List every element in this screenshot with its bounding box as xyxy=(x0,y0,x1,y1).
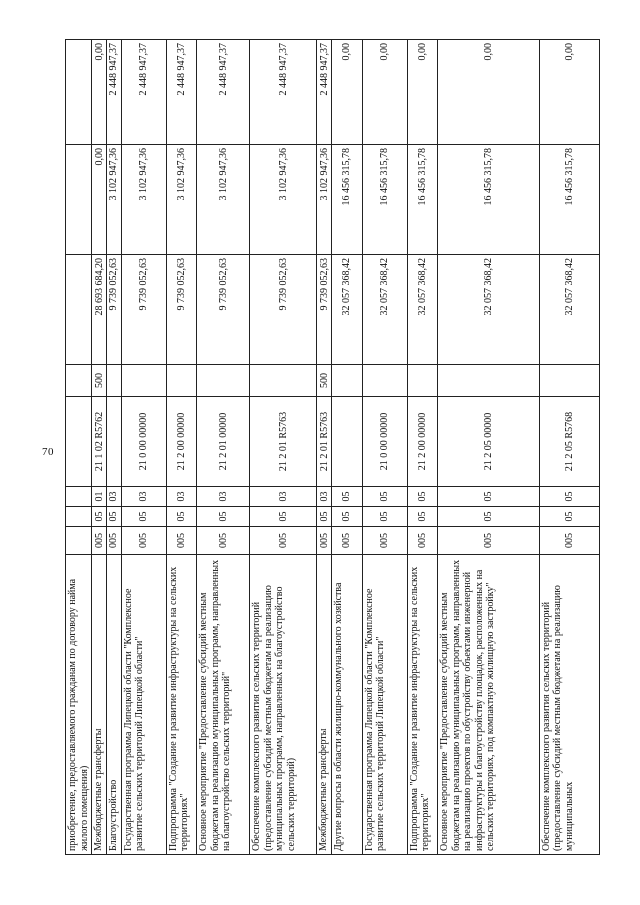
cell-pr: 05 xyxy=(332,487,363,507)
table-row xyxy=(539,40,599,855)
cell-ved: 005 xyxy=(332,527,363,555)
cell-sum-2: 0,00 xyxy=(92,145,107,255)
cell-sum-1: 32 057 368,42 xyxy=(438,255,540,365)
cell-rz: 05 xyxy=(407,507,438,527)
cell-pr: 03 xyxy=(317,487,332,507)
cell-name: Основное мероприятие "Предоставление субсидий местным бюджетам на реализацию муниципальных программ, направленных на благоустройство сельских территорий" xyxy=(197,555,250,855)
cell-sum-1 xyxy=(66,255,92,365)
cell-ved: 005 xyxy=(317,527,332,555)
cell-name: приобретение, предоставляемого гражданам по договору найма жилого помещения) xyxy=(66,555,92,855)
table-row xyxy=(166,40,197,855)
table-row xyxy=(121,40,166,855)
cell-csr: 21 2 01 R5763 xyxy=(250,397,317,487)
cell-sum-2: 16 456 315,78 xyxy=(438,145,540,255)
cell-sum-1: 32 057 368,42 xyxy=(332,255,363,365)
cell-sum-1: 9 739 052,63 xyxy=(166,255,197,365)
cell-vr xyxy=(166,365,197,397)
cell-name: Обеспечение комплексного развития сельских территорий (предоставление субсидий местным бюджетам на реализацию муниципальных программ, направленных на благоустройство сельских территорий) xyxy=(250,555,317,855)
cell-rz: 05 xyxy=(317,507,332,527)
cell-vr xyxy=(438,365,540,397)
cell-pr: 05 xyxy=(539,487,599,507)
cell-csr: 21 2 00 00000 xyxy=(407,397,438,487)
cell-sum-3 xyxy=(66,40,92,145)
cell-csr: 21 0 00 00000 xyxy=(121,397,166,487)
cell-csr: 21 2 01 R5763 xyxy=(317,397,332,487)
cell-ved: 005 xyxy=(197,527,250,555)
cell-ved: 005 xyxy=(166,527,197,555)
cell-sum-3: 2 448 947,37 xyxy=(107,40,122,145)
cell-ved: 005 xyxy=(362,527,407,555)
table-row xyxy=(197,40,250,855)
cell-sum-3: 2 448 947,37 xyxy=(197,40,250,145)
cell-sum-2: 16 456 315,78 xyxy=(362,145,407,255)
cell-pr: 03 xyxy=(197,487,250,507)
cell-name: Благоустройство xyxy=(107,555,122,855)
cell-vr xyxy=(66,365,92,397)
cell-pr: 01 xyxy=(92,487,107,507)
cell-sum-1: 32 057 368,42 xyxy=(362,255,407,365)
cell-vr xyxy=(362,365,407,397)
cell-sum-3: 2 448 947,37 xyxy=(121,40,166,145)
cell-name: Другие вопросы в области жилищно-коммунального хозяйства xyxy=(332,555,363,855)
cell-ved: 005 xyxy=(539,527,599,555)
table-row xyxy=(250,40,317,855)
cell-sum-3: 2 448 947,37 xyxy=(166,40,197,145)
cell-sum-1: 9 739 052,63 xyxy=(107,255,122,365)
cell-name: Основное мероприятие "Предоставление субсидий местным бюджетам на реализацию муниципальных программ, направленных на реализацию проектов по обустройству объектами инженерной инфраструктуры и благоустройству площадок, расположенных на сельских территориях, под компактную жилищную застройку" xyxy=(438,555,540,855)
cell-vr: 500 xyxy=(92,365,107,397)
cell-csr: 21 2 00 00000 xyxy=(166,397,197,487)
cell-sum-2: 3 102 947,36 xyxy=(197,145,250,255)
cell-pr: 03 xyxy=(107,487,122,507)
table-row xyxy=(107,40,122,855)
table-row xyxy=(317,40,332,855)
table-row xyxy=(92,40,107,855)
cell-pr: 05 xyxy=(362,487,407,507)
cell-vr: 500 xyxy=(317,365,332,397)
cell-rz: 05 xyxy=(539,507,599,527)
cell-vr xyxy=(539,365,599,397)
cell-sum-3: 2 448 947,37 xyxy=(317,40,332,145)
cell-sum-2: 3 102 947,36 xyxy=(107,145,122,255)
cell-ved: 005 xyxy=(92,527,107,555)
cell-sum-3: 0,00 xyxy=(539,40,599,145)
table-row xyxy=(362,40,407,855)
cell-ved: 005 xyxy=(121,527,166,555)
cell-sum-1: 32 057 368,42 xyxy=(539,255,599,365)
cell-sum-2: 3 102 947,36 xyxy=(121,145,166,255)
table-row xyxy=(332,40,363,855)
cell-sum-1: 9 739 052,63 xyxy=(121,255,166,365)
cell-sum-3: 0,00 xyxy=(332,40,363,145)
cell-sum-3: 2 448 947,37 xyxy=(250,40,317,145)
cell-ved xyxy=(66,527,92,555)
cell-sum-2: 16 456 315,78 xyxy=(407,145,438,255)
cell-vr xyxy=(332,365,363,397)
cell-vr xyxy=(107,365,122,397)
cell-csr: 21 2 05 R5768 xyxy=(539,397,599,487)
cell-vr xyxy=(121,365,166,397)
cell-sum-3: 0,00 xyxy=(438,40,540,145)
cell-rz xyxy=(66,507,92,527)
cell-sum-1: 32 057 368,42 xyxy=(407,255,438,365)
cell-csr: 21 0 00 00000 xyxy=(362,397,407,487)
cell-csr: 21 2 01 00000 xyxy=(197,397,250,487)
rotated-table-wrapper xyxy=(65,40,600,855)
cell-sum-1: 9 739 052,63 xyxy=(250,255,317,365)
cell-pr: 03 xyxy=(250,487,317,507)
cell-rz: 05 xyxy=(438,507,540,527)
cell-name: Межбюджетные трансферты xyxy=(317,555,332,855)
cell-rz: 05 xyxy=(121,507,166,527)
cell-pr: 03 xyxy=(166,487,197,507)
cell-rz: 05 xyxy=(332,507,363,527)
cell-sum-2: 16 456 315,78 xyxy=(332,145,363,255)
cell-vr xyxy=(407,365,438,397)
table-row xyxy=(407,40,438,855)
cell-sum-2: 3 102 947,36 xyxy=(250,145,317,255)
cell-rz: 05 xyxy=(197,507,250,527)
cell-ved: 005 xyxy=(438,527,540,555)
cell-name: Подпрограмма "Создание и развитие инфраструктуры на сельских территориях" xyxy=(166,555,197,855)
cell-sum-2 xyxy=(66,145,92,255)
cell-sum-1: 28 693 684,20 xyxy=(92,255,107,365)
cell-ved: 005 xyxy=(250,527,317,555)
table-row xyxy=(66,40,92,855)
budget-table xyxy=(65,39,600,855)
table-body xyxy=(66,40,600,855)
cell-rz: 05 xyxy=(92,507,107,527)
cell-pr: 05 xyxy=(407,487,438,507)
cell-sum-2: 16 456 315,78 xyxy=(539,145,599,255)
cell-name: Обеспечение комплексного развития сельских территорий (предоставление субсидий местным бюджетам на реализацию муниципальных xyxy=(539,555,599,855)
cell-sum-3: 0,00 xyxy=(362,40,407,145)
cell-ved: 005 xyxy=(107,527,122,555)
cell-sum-1: 9 739 052,63 xyxy=(197,255,250,365)
cell-rz: 05 xyxy=(107,507,122,527)
cell-csr xyxy=(107,397,122,487)
cell-name: Государственная программа Липецкой области "Комплексное развитие сельских территорий Липецкой области" xyxy=(362,555,407,855)
cell-csr xyxy=(66,397,92,487)
cell-sum-3: 0,00 xyxy=(407,40,438,145)
cell-rz: 05 xyxy=(362,507,407,527)
cell-vr xyxy=(250,365,317,397)
cell-pr xyxy=(66,487,92,507)
cell-rz: 05 xyxy=(166,507,197,527)
cell-csr: 21 1 02 R5762 xyxy=(92,397,107,487)
cell-name: Межбюджетные трансферты xyxy=(92,555,107,855)
cell-csr: 21 2 05 00000 xyxy=(438,397,540,487)
cell-sum-2: 3 102 947,36 xyxy=(317,145,332,255)
cell-sum-2: 3 102 947,36 xyxy=(166,145,197,255)
cell-vr xyxy=(197,365,250,397)
cell-sum-1: 9 739 052,63 xyxy=(317,255,332,365)
cell-csr xyxy=(332,397,363,487)
cell-pr: 05 xyxy=(438,487,540,507)
page-number: 70 xyxy=(42,446,54,458)
cell-ved: 005 xyxy=(407,527,438,555)
cell-pr: 03 xyxy=(121,487,166,507)
cell-name: Государственная программа Липецкой области "Комплексное развитие сельских территорий Липецкой области" xyxy=(121,555,166,855)
cell-rz: 05 xyxy=(250,507,317,527)
table-row xyxy=(438,40,540,855)
cell-name: Подпрограмма "Создание и развитие инфраструктуры на сельских территориях" xyxy=(407,555,438,855)
cell-sum-3: 0,00 xyxy=(92,40,107,145)
